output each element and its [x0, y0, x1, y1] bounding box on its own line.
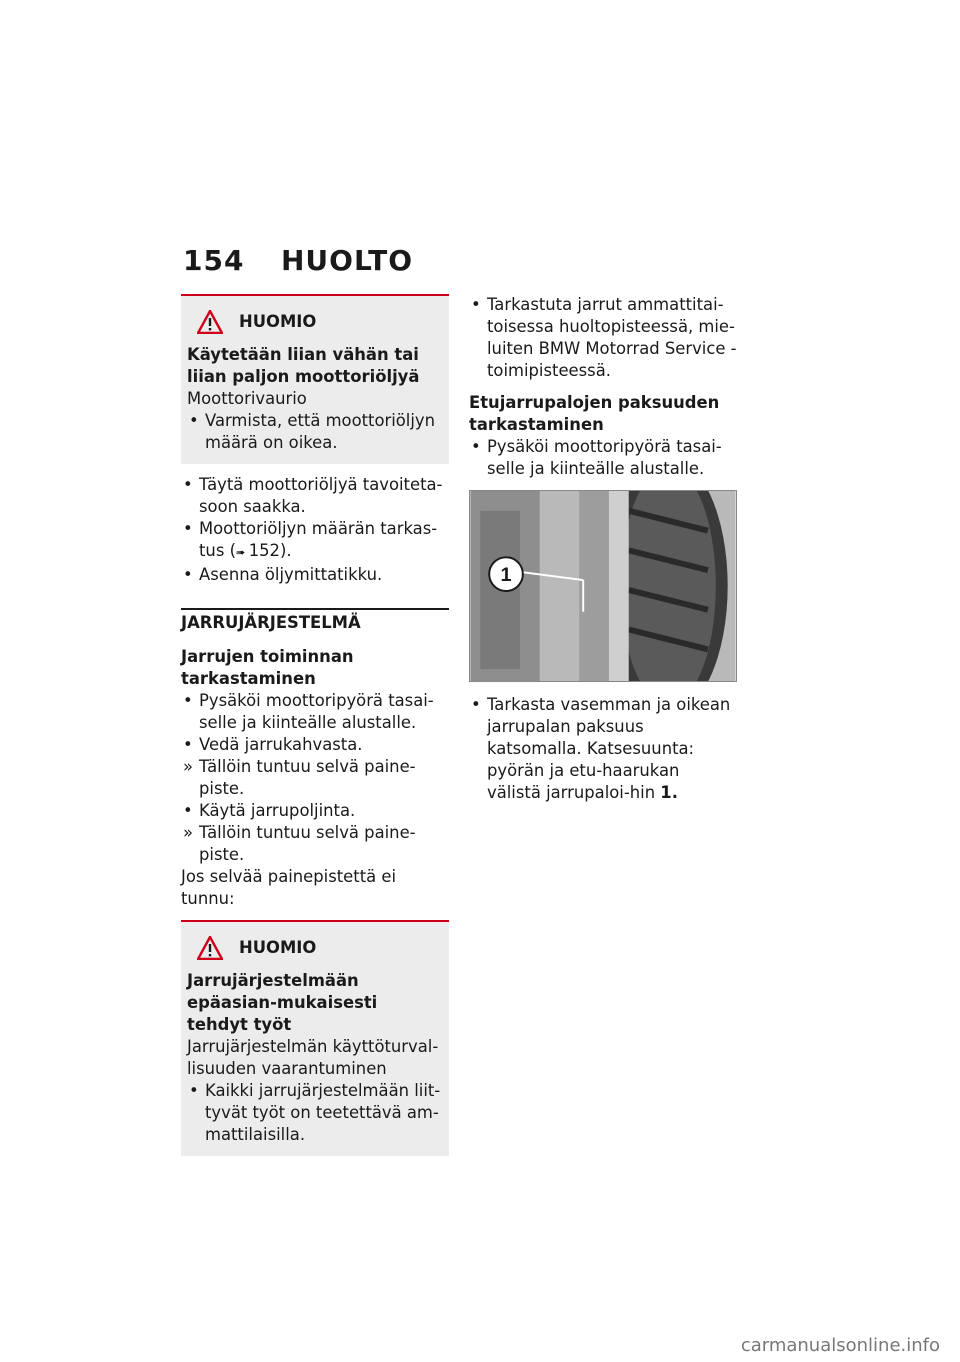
- closing-text: Jos selvää painepistettä ei tunnu:: [181, 867, 397, 908]
- list-item: • Moottoriöljyn määrän tarkas-tus (➠ 152).: [183, 519, 438, 560]
- warning-icon: [197, 936, 223, 960]
- warning-icon: [197, 310, 223, 334]
- notice-title: HUOMIO: [239, 938, 317, 957]
- list-item: • Käytä jarrupoljinta.: [183, 801, 356, 820]
- list-item: • Täytä moottoriöljyä tavoiteta-soon saakka.: [183, 475, 443, 516]
- list-item: • Pysäköi moottoripyörä tasai-selle ja kiinteälle alustalle.: [183, 691, 434, 732]
- notice-consequence: Jarrujärjestelmän käyttöturval-lisuuden vaarantuminen: [187, 1037, 439, 1078]
- result-item: » Tällöin tuntuu selvä paine-piste.: [183, 823, 416, 864]
- page-ref: 152).: [248, 541, 292, 560]
- right-column: [469, 294, 737, 804]
- list-item: • Asenna öljymittatikku.: [183, 565, 383, 584]
- page-number: 154: [183, 244, 245, 277]
- list-item: • Vedä jarrukahvasta.: [183, 735, 363, 754]
- notice-bullet: • Varmista, että moottoriöljyn määrä on oikea.: [189, 411, 435, 452]
- left-column: [181, 294, 449, 1166]
- list-item: • Tarkastuta jarrut ammattitai-toisessa huoltopisteessä, mie-luiten BMW Motorrad Service -toimipisteessä.: [471, 295, 737, 380]
- section-title: JARRUJÄRJESTELMÄ: [181, 608, 449, 634]
- page-ref-arrow-icon: ➠: [235, 546, 249, 559]
- list-item: • Pysäköi moottoripyörä tasai-selle ja kiinteälle alustalle.: [471, 437, 722, 478]
- brake-pad-photo: [469, 490, 737, 682]
- photo-callout-label: 1: [500, 564, 512, 587]
- notice-bullet: • Kaikki jarrujärjestelmään liit-tyvät työt on teetettävä am-mattilaisilla.: [189, 1081, 441, 1144]
- notice-consequence: Moottorivaurio: [187, 389, 307, 408]
- page-header: [183, 244, 413, 277]
- notice-headline: Käytetään liian vähän tai liian paljon moottoriöljyä: [187, 345, 420, 386]
- list-item: • Tarkasta vasemman ja oikean jarrupalan paksuus katsomalla. Katsesuunta: pyörän ja etu-haarukan välistä jarrupaloi-hin 1.: [471, 695, 731, 802]
- notice-box-oil: [181, 294, 449, 464]
- chapter-title: HUOLTO: [281, 244, 414, 277]
- subheading: Jarrujen toiminnan tarkastaminen: [181, 647, 354, 688]
- notice-box-brakes: [181, 920, 449, 1156]
- notice-title: HUOMIO: [239, 312, 317, 331]
- notice-headline: Jarrujärjestelmään epäasian-mukaisesti tehdyt työt: [187, 971, 378, 1034]
- result-item: » Tällöin tuntuu selvä paine-piste.: [183, 757, 416, 798]
- watermark: carmanualsonline.info: [740, 1335, 940, 1356]
- subheading: Etujarrupalojen paksuuden tarkastaminen: [469, 393, 720, 434]
